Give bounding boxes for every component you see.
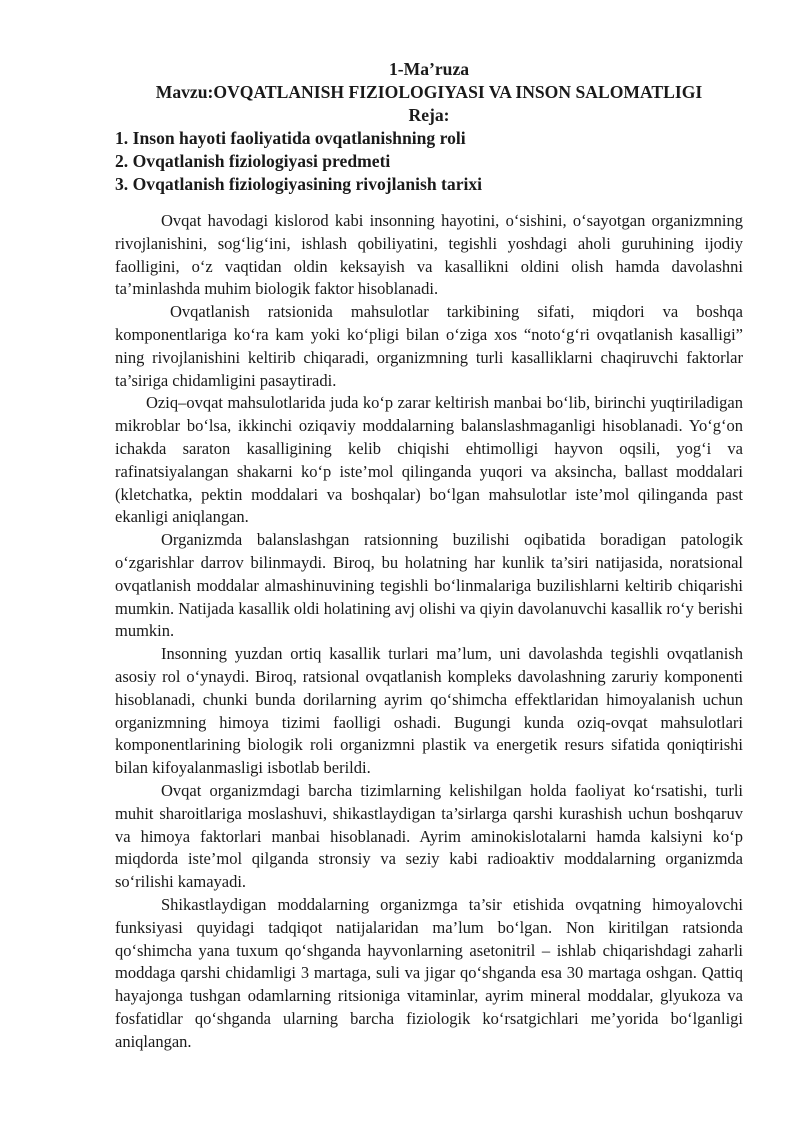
paragraph: Ovqatlanish ratsionida mahsulotlar tarkibining sifati, miqdori va boshqa komponentlariga ko‘ra kam yoki ko‘pligi bilan o‘ziga xos “noto‘g‘ri ovqatlanish kasalligi” ning rivojlanishini keltirib chiqaradi, organizmning turli kasalliklarni chaqiruvchi faktorlar ta’siriga chidamligini pasaytiradi. (115, 302, 743, 390)
paragraph: Organizmda balanslashgan ratsionning buzilishi oqibatida boradigan patologik o‘zgarishlar darrov bilinmaydi. Biroq, bu holatning har kunlik ta’siri natijasida, noratsional ovqatlanish moddalar almashinuvining tegishli bo‘linmalariga buzilishlarni keltirib chiqarishi mumkin. Natijada kasallik oldi holatining avj olishi va qiyin davolanuvchi kasallik ro‘y berishi mumkin. (115, 530, 743, 641)
plan-item: 2. Ovqatlanish fiziologiyasi predmeti (115, 151, 391, 171)
plan-title: Reja: (408, 105, 450, 125)
paragraph: Insonning yuzdan ortiq kasallik turlari ma’lum, uni davolashda tegishli ovqatlanish asosiy rol o‘ynaydi. Biroq, ratsional ovqatlanish kompleks davolashning zaruriy komponenti hisoblanadi, chunki bunda dorilarning ayrim qo‘shimcha effektlaridan himoyalanish uchun organizmning himoya tizimi faolligi oshadi. Bugungi kunda oziq-ovqat mahsulotlari komponentlarining biologik roli organizmni plastik va energetik resurs sifatida qoniqtirishi bilan kifoyalanmasligi isbotlab berildi. (115, 644, 743, 778)
plan-item: 3. Ovqatlanish fiziologiyasining rivojlanish tarixi (115, 174, 483, 194)
document-page (115, 58, 743, 1053)
lecture-topic: Mavzu:OVQATLANISH FIZIOLOGIYASI VA INSON SALOMATLIGI (155, 82, 703, 102)
paragraph: Oziq–ovqat mahsulotlarida juda ko‘p zarar keltirish manbai bo‘lib, birinchi yuqtiriladigan mikroblar bo‘lsa, ikkinchi oziqaviy moddalarning balanslashmaganligi hisoblanadi. Yo‘g‘on ichakda saraton kasalligining kelib chiqishi ehtimolligi hayvon oqsili, yog‘i va rafinatsiyalangan shakarni ko‘p iste’mol qilinganda yuqori va aksincha, ballast moddalari (kletchatka, pektin moddalari va boshqalar) bo‘lgan mahsulotlar iste’mol qilinganda past ekanligi aniqlangan. (115, 393, 743, 527)
lecture-body (115, 210, 743, 1053)
paragraph: Shikastlaydigan moddalarning organizmga ta’sir etishida ovqatning himoyalovchi funksiyasi quyidagi tadqiqot natijalaridan ma’lum bo‘lgan. Non kiritilgan ratsionda qo‘shimcha yana tuxum qo‘shganda hayvonlarning asetonitril – ishlab chiqarishdagi zaharli moddaga qarshi chidamligi 3 martaga, suli va jigar qo‘shganda esa 30 martaga oshgan. Qattiq hayajonga tushgan odamlarning ritsioniga vitaminlar, ayrim mineral moddalar, glyukoza va fosfatidlar qo‘shganda ularning barcha fiziologik ko‘rsatgichlari me’yorida bo‘lganligi aniqlangan. (115, 894, 743, 1051)
lecture-number: 1-Ma’ruza (388, 59, 470, 79)
paragraph: Ovqat organizmdagi barcha tizimlarning kelishilgan holda faoliyat ko‘rsatishi, turli muhit sharoitlariga moslashuvi, shikastlaydigan ta’sirlarga qarshi kurashish uchun boshqaruv va himoya faktorlari manbai hisoblanadi. Ayrim aminokislotalarni hamda kalsiyni ko‘p miqdorda iste’mol qilganda stronsiy va seziy kabi radioaktiv moddalarning organizmda so‘rilishi kamayadi. (115, 780, 743, 892)
paragraph: Ovqat havodagi kislorod kabi insonning hayotini, o‘sishini, o‘sayotgan organizmning rivojlanishini, sog‘lig‘ini, ishlash qobiliyatini, tegishli yoshdagi aholi guruhining ijodiy faolligini, o‘z vaqtidan oldin keksayish va kasallikni oldini olish hamda davolashni ta’minlashda muhim biologik faktor hisoblanadi. (115, 211, 743, 299)
plan-item: 1. Inson hayoti faoliyatida ovqatlanishning roli (115, 128, 466, 148)
plan-list (115, 127, 743, 196)
